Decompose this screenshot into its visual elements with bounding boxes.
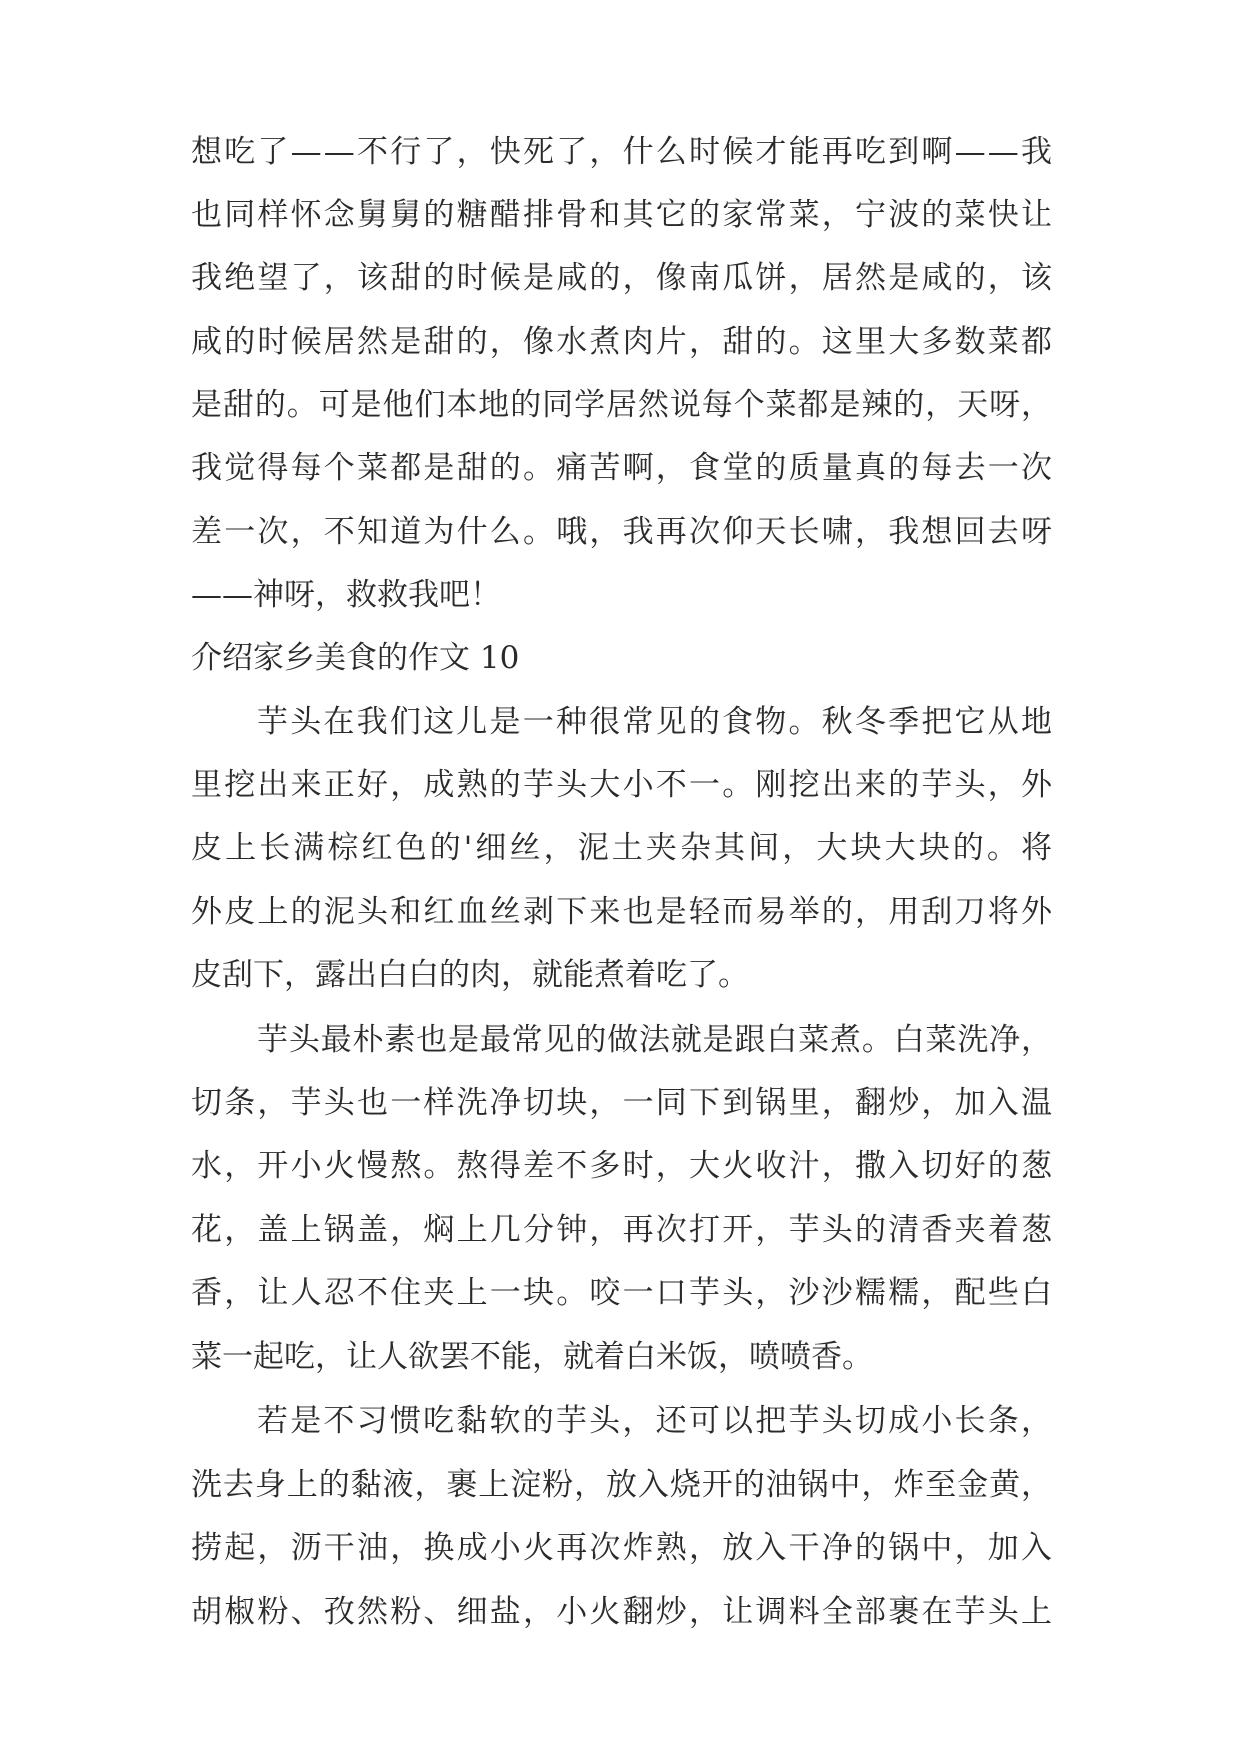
text-line-content: 咸的时候居然是甜的，像水煮肉片，甜的。这里大多数菜都	[191, 324, 1055, 360]
text-line-content: 切条，芋头也一样洗净切块，一同下到锅里，翻炒，加入温	[191, 1085, 1055, 1121]
section-heading-text: 介绍家乡美食的作文 10	[191, 640, 520, 676]
text-line-content: 香，让人忍不住夹上一块。咬一口芋头，沙沙糯糯，配些白	[191, 1275, 1055, 1311]
text-line-content: 我绝望了，该甜的时候是咸的，像南瓜饼，居然是咸的，该	[191, 260, 1055, 296]
text-line-content: ——神呀，救救我吧！	[191, 577, 501, 613]
text-line-content: 也同样怀念舅舅的糖醋排骨和其它的家常菜，宁波的菜快让	[191, 197, 1055, 233]
text-line	[0, 880, 1241, 944]
text-line	[0, 563, 1241, 627]
text-line-content: 外皮上的泥头和红血丝剥下来也是轻而易举的，用刮刀将外	[191, 894, 1055, 930]
text-line-content: 皮刮下，露出白白的肉，就能煮着吃了。	[191, 957, 749, 993]
text-line-content: 皮上长满棕红色的'细丝，泥土夹杂其间，大块大块的。将	[191, 830, 1056, 866]
text-line	[0, 1261, 1241, 1325]
text-line	[0, 1453, 1241, 1517]
text-line	[0, 816, 1241, 880]
text-line	[0, 1008, 1241, 1072]
text-line-content: 是甜的。可是他们本地的同学居然说每个菜都是辣的，天呀，	[191, 387, 1053, 423]
text-line	[0, 373, 1241, 437]
text-line	[0, 1516, 1241, 1580]
text-line-content: 花，盖上锅盖，焖上几分钟，再次打开，芋头的清香夹着葱	[191, 1212, 1055, 1248]
text-line-content: 差一次，不知道为什么。哦，我再次仰天长啸，我想回去呀	[191, 514, 1055, 550]
text-line	[0, 183, 1241, 247]
text-line	[0, 120, 1241, 184]
text-line	[0, 690, 1241, 754]
text-line	[0, 943, 1241, 1007]
text-line	[0, 753, 1241, 817]
section-heading	[0, 626, 1241, 690]
text-line	[0, 310, 1241, 374]
text-line	[0, 1071, 1241, 1135]
text-line-content: 胡椒粉、孜然粉、细盐，小火翻炒，让调料全部裹在芋头上	[191, 1594, 1055, 1630]
text-line	[0, 1325, 1241, 1389]
text-line	[0, 1389, 1241, 1453]
text-line-content: 菜一起吃，让人欲罢不能，就着白米饭，喷喷香。	[191, 1339, 873, 1375]
text-line-content: 洗去身上的黏液，裹上淀粉，放入烧开的油锅中，炸至金黄，	[191, 1467, 1053, 1503]
text-line	[0, 500, 1241, 564]
text-line	[0, 246, 1241, 310]
text-line-content: 想吃了——不行了，快死了，什么时候才能再吃到啊——我	[191, 134, 1055, 170]
text-line-content: 芋头在我们这儿是一种很常见的食物。秋冬季把它从地	[257, 704, 1055, 740]
text-line-content: 里挖出来正好，成熟的芋头大小不一。刚挖出来的芋头，外	[191, 767, 1055, 803]
text-line-content: 芋头最朴素也是最常见的做法就是跟白菜煮。白菜洗净，	[257, 1022, 1053, 1058]
text-line-content: 若是不习惯吃黏软的芋头，还可以把芋头切成小长条，	[257, 1403, 1055, 1439]
text-line-content: 水，开小火慢熬。熬得差不多时，大火收汁，撒入切好的葱	[191, 1148, 1055, 1184]
text-line	[0, 436, 1241, 500]
text-line-content: 捞起，沥干油，换成小火再次炸熟，放入干净的锅中，加入	[191, 1530, 1055, 1566]
text-line	[0, 1580, 1241, 1644]
text-line-content: 我觉得每个菜都是甜的。痛苦啊，食堂的质量真的每去一次	[191, 450, 1055, 486]
text-line	[0, 1198, 1241, 1262]
text-line	[0, 1134, 1241, 1198]
